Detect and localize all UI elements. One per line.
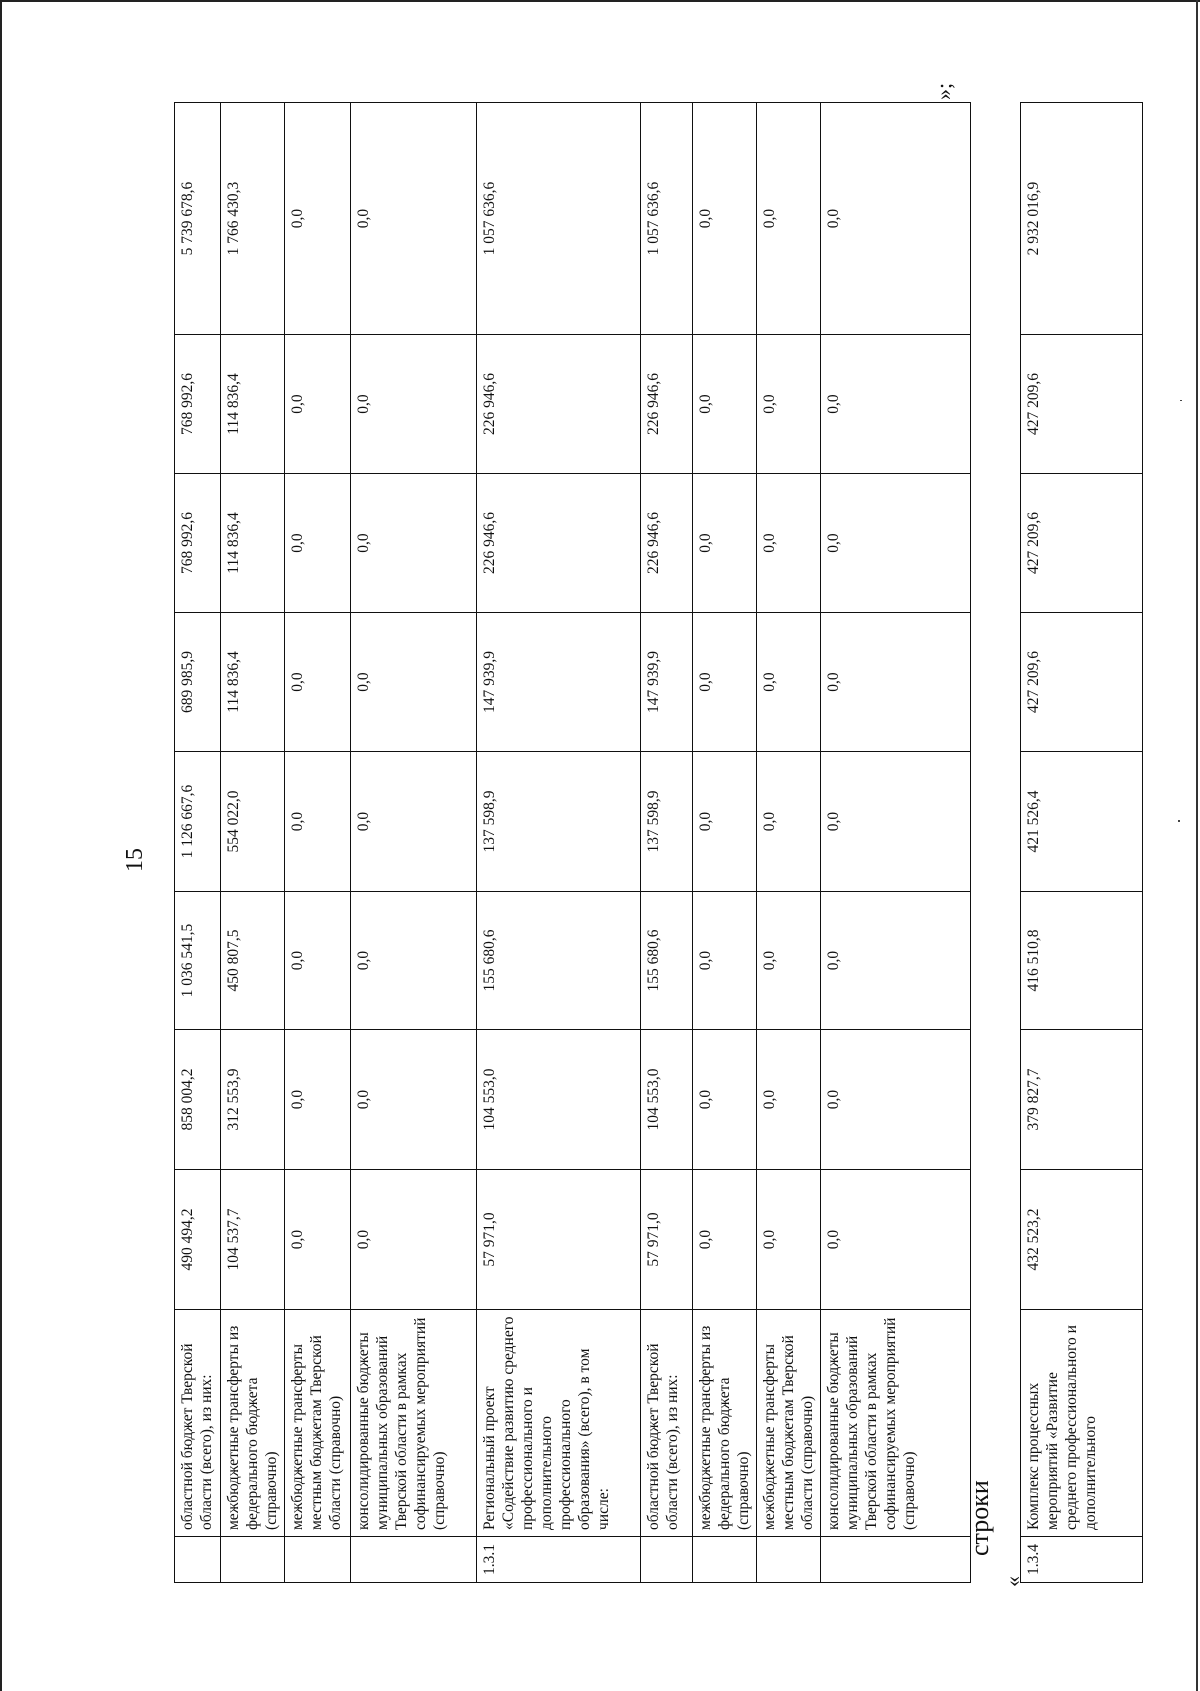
year-value-cell: 0,0 xyxy=(821,1170,971,1310)
total-value-cell: 1 057 636,6 xyxy=(641,103,693,335)
year-value-cell: 427 209,6 xyxy=(1021,335,1143,474)
year-value-cell: 226 946,6 xyxy=(477,335,641,474)
row-label-cell: областной бюджет Тверской области (всего), из них: xyxy=(641,1310,693,1537)
year-value-cell: 689 985,9 xyxy=(175,613,221,752)
year-value-cell: 0,0 xyxy=(285,892,351,1030)
year-value-cell: 1 036 541,5 xyxy=(175,892,221,1030)
row-number-cell xyxy=(285,1537,351,1583)
year-value-cell: 0,0 xyxy=(757,335,821,474)
row-number-cell xyxy=(693,1537,757,1583)
year-value-cell: 379 827,7 xyxy=(1021,1030,1143,1170)
row-label-cell: межбюджетные трансферты местным бюджетам Тверской области (справочно) xyxy=(285,1310,351,1537)
year-value-cell: 421 526,4 xyxy=(1021,752,1143,892)
year-value-cell: 1 126 667,6 xyxy=(175,752,221,892)
year-value-cell: 147 939,9 xyxy=(641,613,693,752)
year-value-cell: 114 836,4 xyxy=(221,474,285,613)
year-value-cell: 0,0 xyxy=(693,613,757,752)
year-value-cell: 0,0 xyxy=(351,1170,477,1310)
row-label-cell: межбюджетные трансферты местным бюджетам Тверской области (справочно) xyxy=(757,1310,821,1537)
total-value-cell: 5 739 678,6 xyxy=(175,103,221,335)
row-number-cell xyxy=(821,1537,971,1583)
year-value-cell: 450 807,5 xyxy=(221,892,285,1030)
year-value-cell: 114 836,4 xyxy=(221,335,285,474)
year-value-cell: 0,0 xyxy=(821,752,971,892)
year-value-cell: 416 510,8 xyxy=(1021,892,1143,1030)
closing-quote-mark: »; xyxy=(931,82,956,100)
year-value-cell: 0,0 xyxy=(285,1170,351,1310)
row-number-cell xyxy=(351,1537,477,1583)
total-value-cell: 0,0 xyxy=(285,103,351,335)
year-value-cell: 137 598,9 xyxy=(641,752,693,892)
total-value-cell: 2 932 016,9 xyxy=(1021,103,1143,335)
year-value-cell: 0,0 xyxy=(693,1030,757,1170)
year-value-cell: 0,0 xyxy=(757,1170,821,1310)
table-row xyxy=(351,103,477,1583)
year-value-cell: 226 946,6 xyxy=(477,474,641,613)
table-row xyxy=(641,103,693,1583)
year-value-cell: 0,0 xyxy=(693,335,757,474)
year-value-cell: 0,0 xyxy=(351,752,477,892)
row-number-cell: 1.3.1 xyxy=(477,1537,641,1583)
year-value-cell: 226 946,6 xyxy=(641,474,693,613)
year-value-cell: 0,0 xyxy=(757,613,821,752)
year-value-cell: 0,0 xyxy=(693,474,757,613)
year-value-cell: 0,0 xyxy=(285,613,351,752)
row-label-cell: межбюджетные трансферты из федерального бюджета (справочно) xyxy=(221,1310,285,1537)
year-value-cell: 0,0 xyxy=(351,1030,477,1170)
year-value-cell: 0,0 xyxy=(821,1030,971,1170)
year-value-cell: 0,0 xyxy=(351,335,477,474)
total-value-cell: 0,0 xyxy=(693,103,757,335)
table-row xyxy=(821,103,971,1583)
year-value-cell: 427 209,6 xyxy=(1021,474,1143,613)
opening-quote-mark: « xyxy=(1000,1576,1025,1587)
year-value-cell: 490 494,2 xyxy=(175,1170,221,1310)
table-row xyxy=(693,103,757,1583)
year-value-cell: 0,0 xyxy=(693,1170,757,1310)
year-value-cell: 137 598,9 xyxy=(477,752,641,892)
heading-stroki: строки xyxy=(965,1480,994,1556)
year-value-cell: 0,0 xyxy=(757,474,821,613)
year-value-cell: 0,0 xyxy=(757,1030,821,1170)
row-number-cell xyxy=(221,1537,285,1583)
year-value-cell: 104 537,7 xyxy=(221,1170,285,1310)
row-label-cell: Региональный проект «Содействие развитию среднего профессионального и дополнительного профессионального образования» (всего), в том числе: xyxy=(477,1310,641,1537)
year-value-cell: 57 971,0 xyxy=(477,1170,641,1310)
year-value-cell: 0,0 xyxy=(285,1030,351,1170)
year-value-cell: 0,0 xyxy=(351,613,477,752)
total-value-cell: 0,0 xyxy=(757,103,821,335)
row-label-cell: консолидированные бюджеты муниципальных образований Тверской области в рамках софинансируемых мероприятий (справочно) xyxy=(351,1310,477,1537)
year-value-cell: 155 680,6 xyxy=(641,892,693,1030)
table-row xyxy=(175,103,221,1583)
row-label-cell: областной бюджет Тверской области (всего), из них: xyxy=(175,1310,221,1537)
year-value-cell: 0,0 xyxy=(821,335,971,474)
row-number-cell xyxy=(757,1537,821,1583)
total-value-cell: 0,0 xyxy=(351,103,477,335)
year-value-cell: 432 523,2 xyxy=(1021,1170,1143,1310)
table-row xyxy=(1021,103,1143,1583)
year-value-cell: 0,0 xyxy=(757,752,821,892)
year-value-cell: 147 939,9 xyxy=(477,613,641,752)
year-value-cell: 0,0 xyxy=(693,892,757,1030)
table-row xyxy=(477,103,641,1583)
row-label-cell: Комплекс процессных мероприятий «Развитие среднего профессионального и дополнительного xyxy=(1021,1310,1143,1537)
row-label-cell: консолидированные бюджеты муниципальных образований Тверской области в рамках софинансируемых мероприятий (справочно) xyxy=(821,1310,971,1537)
year-value-cell: 0,0 xyxy=(285,474,351,613)
year-value-cell: 155 680,6 xyxy=(477,892,641,1030)
total-value-cell: 0,0 xyxy=(821,103,971,335)
total-value-cell: 1 766 430,3 xyxy=(221,103,285,335)
budget-table xyxy=(174,102,971,1583)
year-value-cell: 104 553,0 xyxy=(641,1030,693,1170)
year-value-cell: 226 946,6 xyxy=(641,335,693,474)
table-row xyxy=(221,103,285,1583)
table-row xyxy=(285,103,351,1583)
year-value-cell: 858 004,2 xyxy=(175,1030,221,1170)
year-value-cell: 0,0 xyxy=(693,752,757,892)
year-value-cell: 0,0 xyxy=(821,892,971,1030)
year-value-cell: 0,0 xyxy=(757,892,821,1030)
year-value-cell: 554 022,0 xyxy=(221,752,285,892)
year-value-cell: 114 836,4 xyxy=(221,613,285,752)
year-value-cell: 312 553,9 xyxy=(221,1030,285,1170)
page-number: 15 xyxy=(122,848,148,872)
year-value-cell: 104 553,0 xyxy=(477,1030,641,1170)
year-value-cell: 768 992,6 xyxy=(175,335,221,474)
year-value-cell: 0,0 xyxy=(285,335,351,474)
year-value-cell: 0,0 xyxy=(285,752,351,892)
year-value-cell: 768 992,6 xyxy=(175,474,221,613)
year-value-cell: 0,0 xyxy=(821,474,971,613)
row-number-cell xyxy=(641,1537,693,1583)
year-value-cell: 0,0 xyxy=(351,892,477,1030)
row-number-cell: 1.3.4 xyxy=(1021,1537,1143,1583)
year-value-cell: 57 971,0 xyxy=(641,1170,693,1310)
year-value-cell: 427 209,6 xyxy=(1021,613,1143,752)
process-measures-table xyxy=(1020,102,1143,1583)
year-value-cell: 0,0 xyxy=(351,474,477,613)
row-label-cell: межбюджетные трансферты из федерального бюджета (справочно) xyxy=(693,1310,757,1537)
row-number-cell xyxy=(175,1537,221,1583)
table-row xyxy=(757,103,821,1583)
year-value-cell: 0,0 xyxy=(821,613,971,752)
total-value-cell: 1 057 636,6 xyxy=(477,103,641,335)
